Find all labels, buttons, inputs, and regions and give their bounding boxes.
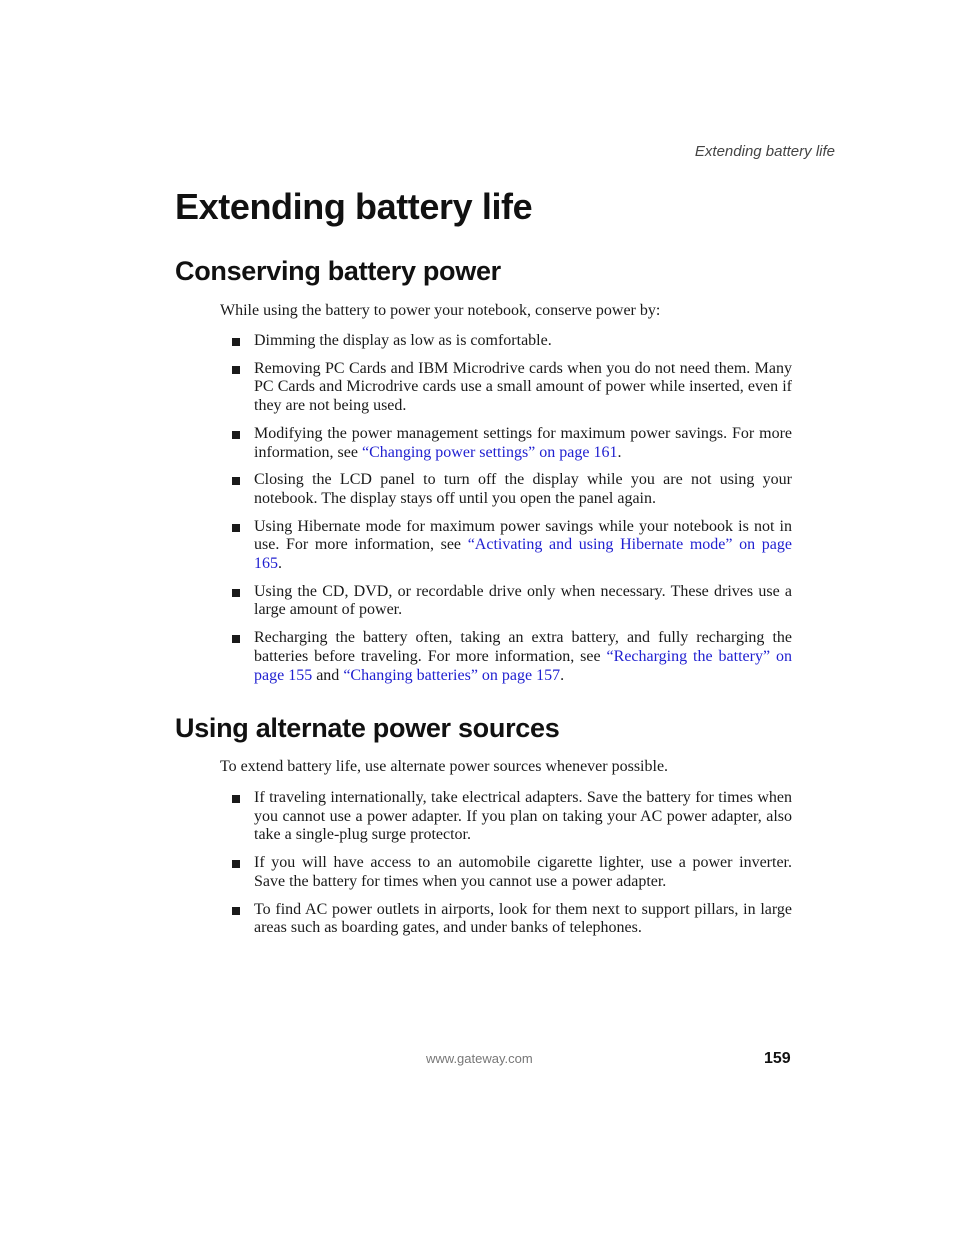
list-item-text: Modifying the power management settings for maximum power savings. For more information, see bbox=[254, 424, 792, 461]
square-bullet-icon bbox=[232, 366, 240, 374]
bullet-list-alternate bbox=[230, 789, 792, 947]
bullet-list-conserving bbox=[230, 332, 792, 694]
section-heading-alternate: Using alternate power sources bbox=[175, 713, 560, 743]
list-item-text: . bbox=[617, 443, 622, 461]
section-intro-alternate: To extend battery life, use alternate power sources whenever possible. bbox=[220, 758, 669, 775]
list-item-text: Using Hibernate mode for maximum power savings while your notebook is not in use. For more information, see bbox=[254, 517, 792, 554]
list-item-text: and bbox=[312, 666, 344, 684]
list-item bbox=[230, 332, 792, 351]
square-bullet-icon bbox=[232, 524, 240, 532]
section-intro-conserving: While using the battery to power your notebook, conserve power by: bbox=[220, 302, 661, 319]
list-item-text: . bbox=[560, 666, 565, 684]
list-item-text: Removing PC Cards and IBM Microdrive cards when you do not need them. Many PC Cards and Microdrive cards use a small amount of power while inserted, even if they are not being used. bbox=[254, 359, 792, 415]
list-item-text: . bbox=[278, 555, 282, 573]
square-bullet-icon bbox=[232, 860, 240, 868]
list-item bbox=[230, 629, 792, 685]
square-bullet-icon bbox=[232, 589, 240, 597]
square-bullet-icon bbox=[232, 907, 240, 915]
square-bullet-icon bbox=[232, 635, 240, 643]
list-item-text: Recharging the battery often, taking an extra battery, and fully recharging the batteries before traveling. For more information, see bbox=[254, 629, 792, 665]
footer-url: www.gateway.com bbox=[426, 1051, 533, 1066]
list-item bbox=[230, 789, 792, 845]
list-item-text: To find AC power outlets in airports, look for them next to support pillars, in large areas such as boarding gates, and under banks of telephones. bbox=[254, 900, 792, 937]
square-bullet-icon bbox=[232, 795, 240, 803]
list-item bbox=[230, 583, 792, 620]
list-item-text: Using the CD, DVD, or recordable drive only when necessary. These drives use a large amount of power. bbox=[254, 582, 792, 619]
list-item bbox=[230, 360, 792, 416]
link-changing-batteries[interactable]: “Changing batteries” on page 157 bbox=[343, 666, 561, 684]
link-recharging-battery[interactable]: “Recharging the battery” on page 155 bbox=[254, 647, 792, 684]
square-bullet-icon bbox=[232, 431, 240, 439]
list-item-text: Dimming the display as low as is comfortable. bbox=[254, 332, 552, 349]
list-item-text: Closing the LCD panel to turn off the display while you are not using your notebook. The display stays off until you open the panel again. bbox=[254, 471, 792, 507]
square-bullet-icon bbox=[232, 338, 240, 346]
list-item-text: If traveling internationally, take electrical adapters. Save the battery for times when you cannot use a power adapter. If you plan on taking your AC power adapter, also take a single-plug surge protector. bbox=[254, 789, 792, 844]
page-number: 159 bbox=[764, 1050, 791, 1067]
list-item bbox=[230, 471, 792, 508]
running-header: Extending battery life bbox=[694, 143, 835, 160]
list-item bbox=[230, 854, 792, 891]
list-item-text: If you will have access to an automobile cigarette lighter, use a power inverter. Save the battery for times when you cannot use a power adapter. bbox=[254, 854, 792, 890]
square-bullet-icon bbox=[232, 477, 240, 485]
section-heading-conserving: Conserving battery power bbox=[175, 256, 501, 286]
list-item bbox=[230, 518, 792, 574]
page-title: Extending battery life bbox=[175, 186, 533, 227]
list-item bbox=[230, 901, 792, 938]
list-item bbox=[230, 425, 792, 462]
link-changing-power-settings[interactable]: “Changing power settings” on page 161 bbox=[361, 443, 618, 461]
link-hibernate-mode[interactable]: “Activating and using Hibernate mode” on page 165 bbox=[254, 536, 793, 573]
